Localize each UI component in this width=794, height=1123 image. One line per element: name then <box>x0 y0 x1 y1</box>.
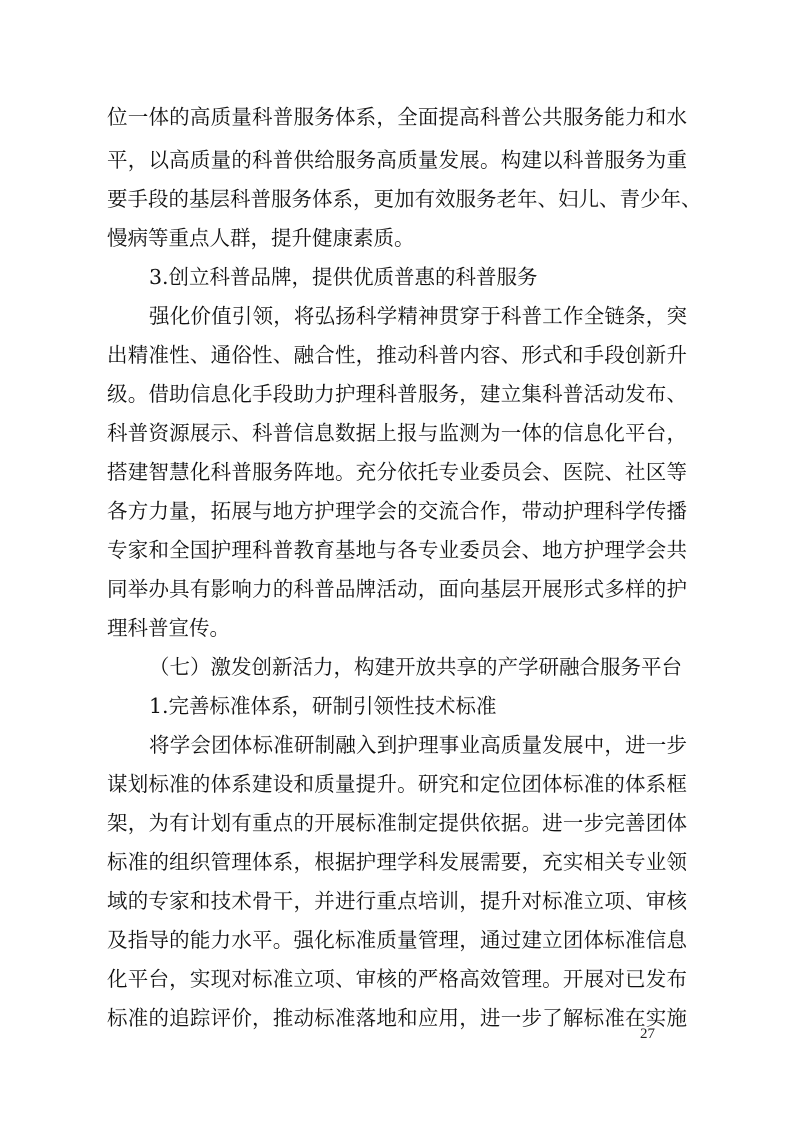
paragraph-line: 同举办具有影响力的科普品牌活动，面向基层开展形式多样的护 <box>107 577 687 601</box>
paragraph-line: 专家和全国护理科普教育基地与各专业委员会、地方护理学会共 <box>107 538 687 562</box>
paragraph-line: 标准的追踪评价，推动标准落地和应用，进一步了解标准在实施 <box>107 1006 687 1030</box>
page-number: 27 <box>640 1026 655 1042</box>
paragraph-line: 出精准性、通俗性、融合性，推动科普内容、形式和手段创新升 <box>107 343 687 367</box>
paragraph-line: 域的专家和技术骨干，并进行重点培训，提升对标准立项、审核 <box>107 889 687 913</box>
paragraph-line: 慢病等重点人群，提升健康素质。 <box>107 226 415 250</box>
paragraph-line: 化平台，实现对标准立项、审核的严格高效管理。开展对已发布 <box>107 967 687 991</box>
paragraph-line: 标准的组织管理体系，根据护理学科发展需要，充实相关专业领 <box>107 850 687 874</box>
paragraph-line: 要手段的基层科普服务体系，更加有效服务老年、妇儿、青少年、 <box>107 187 702 211</box>
chapter-heading: （七）激发创新活力，构建开放共享的产学研融合服务平台 <box>149 655 682 679</box>
paragraph-line: 将学会团体标准研制融入到护理事业高质量发展中，进一步 <box>149 733 687 757</box>
section-heading: 3.创立科普品牌，提供优质普惠的科普服务 <box>149 265 538 289</box>
paragraph-line: 各方力量，拓展与地方护理学会的交流合作，带动护理科学传播 <box>107 499 687 523</box>
paragraph-line: 位一体的高质量科普服务体系，全面提高科普公共服务能力和水 <box>107 105 687 129</box>
paragraph-line: 级。借助信息化手段助力护理科普服务，建立集科普活动发布、 <box>107 382 687 406</box>
paragraph-line: 谋划标准的体系建设和质量提升。研究和定位团体标准的体系框 <box>107 772 687 796</box>
paragraph-line: 搭建智慧化科普服务阵地。充分依托专业委员会、医院、社区等 <box>107 460 687 484</box>
paragraph-line: 理科普宣传。 <box>107 616 230 640</box>
paragraph-line: 科普资源展示、科普信息数据上报与监测为一体的信息化平台， <box>107 421 687 445</box>
paragraph-line: 平，以高质量的科普供给服务高质量发展。构建以科普服务为重 <box>107 148 687 172</box>
paragraph-line: 及指导的能力水平。强化标准质量管理，通过建立团体标准信息 <box>107 928 687 952</box>
paragraph-line: 架，为有计划有重点的开展标准制定提供依据。进一步完善团体 <box>107 811 687 835</box>
section-heading: 1.完善标准体系，研制引领性技术标准 <box>149 694 497 718</box>
paragraph-line: 强化价值引领，将弘扬科学精神贯穿于科普工作全链条，突 <box>149 304 687 328</box>
